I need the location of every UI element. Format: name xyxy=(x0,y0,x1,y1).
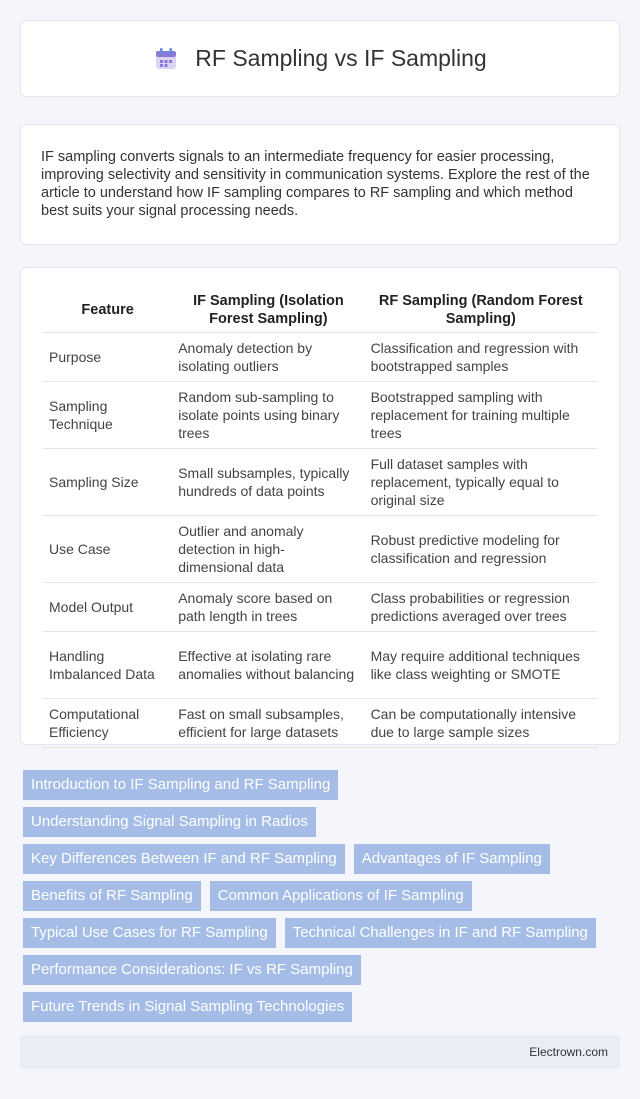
table-cell: Random sub-sampling to isolate points using binary trees xyxy=(172,381,364,448)
table-row xyxy=(43,515,597,582)
table-cell: Robust predictive modeling for classification and regression xyxy=(365,515,597,582)
comparison-table-card xyxy=(20,267,620,745)
table-cell: May require additional techniques like class weighting or SMOTE xyxy=(365,631,597,698)
tag-link[interactable]: Common Applications of IF Sampling xyxy=(210,881,472,911)
table-cell: Class probabilities or regression predictions averaged over trees xyxy=(365,582,597,631)
table-cell: Anomaly detection by isolating outliers xyxy=(172,332,364,381)
table-cell: Purpose xyxy=(43,332,172,381)
tag-link[interactable]: Technical Challenges in IF and RF Sampling xyxy=(285,918,596,948)
footer-site-name: Electrown.com xyxy=(529,1045,608,1059)
table-cell: Full dataset samples with replacement, typically equal to original size xyxy=(365,448,597,515)
tag-link[interactable]: Typical Use Cases for RF Sampling xyxy=(23,918,276,948)
table-row xyxy=(43,381,597,448)
table-header-rf-sampling: RF Sampling (Random Forest Sampling) xyxy=(365,288,597,332)
topic-tags xyxy=(20,770,620,1022)
tag-link[interactable]: Key Differences Between IF and RF Sampling xyxy=(23,844,345,874)
page-title: RF Sampling vs IF Sampling xyxy=(195,45,487,71)
table-row xyxy=(43,448,597,515)
tag-link[interactable]: Benefits of RF Sampling xyxy=(23,881,201,911)
comparison-table xyxy=(43,288,597,748)
tag-link[interactable]: Performance Considerations: IF vs RF Sampling xyxy=(23,955,361,985)
tag-link[interactable]: Understanding Signal Sampling in Radios xyxy=(23,807,316,837)
title-card xyxy=(20,20,620,97)
table-row xyxy=(43,332,597,381)
table-header-row xyxy=(43,288,597,332)
table-cell: Use Case xyxy=(43,515,172,582)
table-row xyxy=(43,698,597,747)
table-cell: Bootstrapped sampling with replacement for training multiple trees xyxy=(365,381,597,448)
table-cell: Can be computationally intensive due to large sample sizes xyxy=(365,698,597,747)
calendar-icon xyxy=(153,46,179,72)
table-header-feature: Feature xyxy=(43,288,172,332)
table-cell: Computational Efficiency xyxy=(43,698,172,747)
table-cell: Sampling Technique xyxy=(43,381,172,448)
table-row xyxy=(43,631,597,698)
table-cell: Small subsamples, typically hundreds of data points xyxy=(172,448,364,515)
table-cell: Fast on small subsamples, efficient for large datasets xyxy=(172,698,364,747)
table-header-if-sampling: IF Sampling (Isolation Forest Sampling) xyxy=(172,288,364,332)
table-cell: Handling Imbalanced Data xyxy=(43,631,172,698)
table-cell: Sampling Size xyxy=(43,448,172,515)
table-row xyxy=(43,582,597,631)
table-cell: Model Output xyxy=(43,582,172,631)
tag-link[interactable]: Future Trends in Signal Sampling Technologies xyxy=(23,992,352,1022)
table-cell: Outlier and anomaly detection in high-dimensional data xyxy=(172,515,364,582)
table-cell: Classification and regression with bootstrapped samples xyxy=(365,332,597,381)
table-cell: Effective at isolating rare anomalies without balancing xyxy=(172,631,364,698)
table-cell: Anomaly score based on path length in trees xyxy=(172,582,364,631)
tag-link[interactable]: Introduction to IF Sampling and RF Sampling xyxy=(23,770,338,800)
intro-text: IF sampling converts signals to an intermediate frequency for easier processing, improving selectivity and sensitivity in communication systems. Explore the rest of the article to understand how IF sampling compares to RF sampling and which method best suits your signal processing needs. xyxy=(41,149,590,219)
tag-link[interactable]: Advantages of IF Sampling xyxy=(354,844,550,874)
intro-card xyxy=(20,124,620,245)
footer xyxy=(20,1035,620,1069)
